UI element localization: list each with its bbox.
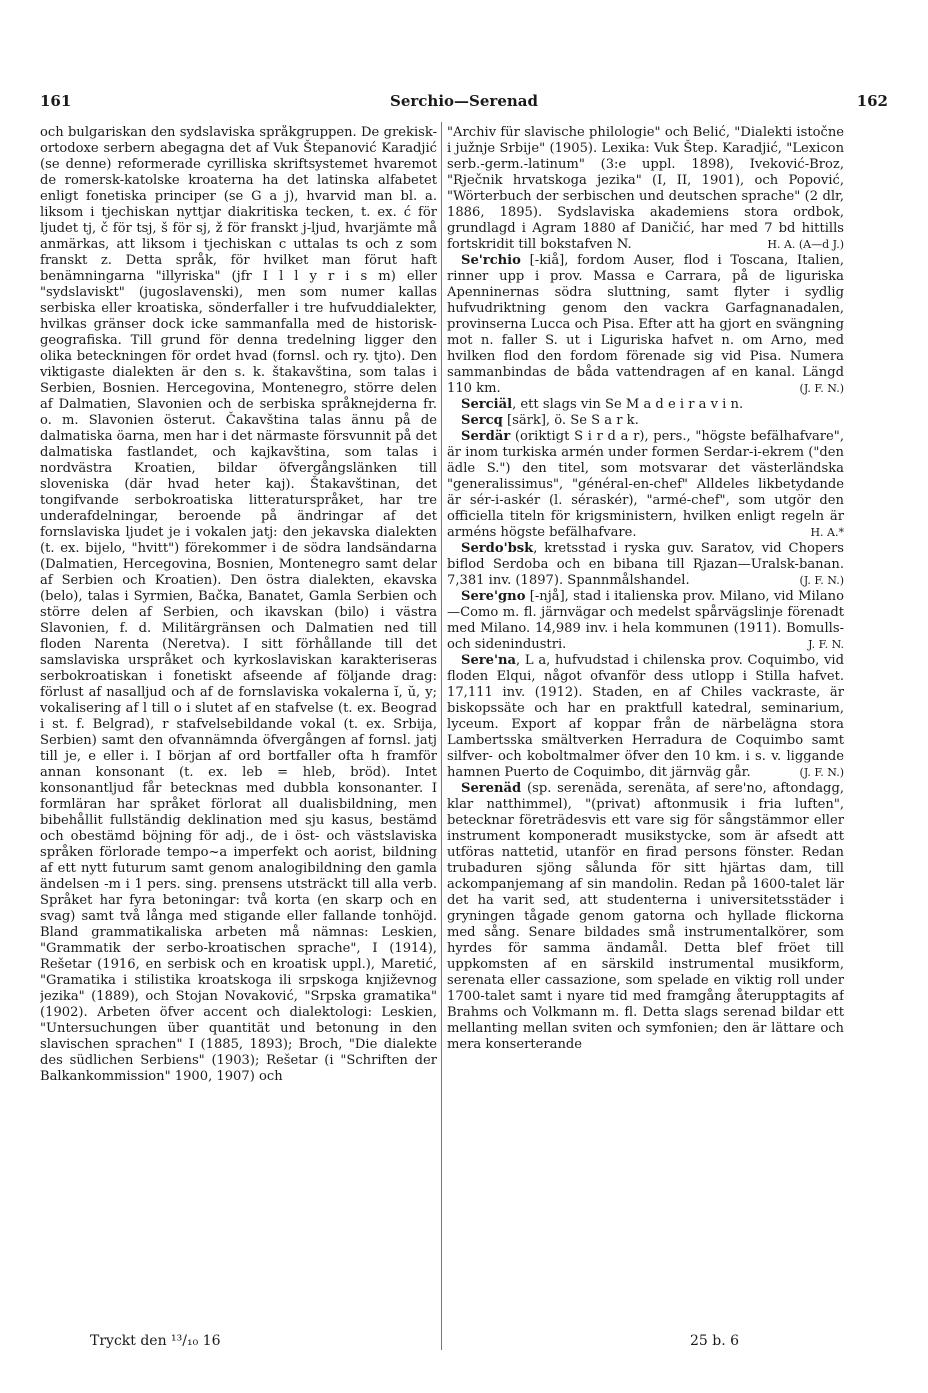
entry-headword: Serdo'bsk xyxy=(461,541,534,556)
sheet-signature: 25 b. 6 xyxy=(690,1333,740,1349)
entry-signature: J. F. N. xyxy=(808,638,844,651)
entry-headword: Se'rchio xyxy=(461,253,521,268)
entry-headword: Sercq xyxy=(461,413,503,428)
entry-text: (sp. serenäda, serenäta, af sere'no, aftondagg, klar natthimmel), "(privat) aftonmusik i fria luften", betecknar företrädesvis ett vare sig för sångstämmor eller instrument komponeradt musikstycke, som är afsedt att utföras nattetid, utanför en firad persons fönster. Redan trubaduren sjöng sålunda för sitt hjärtas dam, till ackompanjemang af sin mandolin. Redan på 1600-talet lär det ha varit sed, att studenterna i universitetsstäder i gryningen tågade genom gatorna och hyllade flickorna med sång. Senare bildades små instrumentalkörer, som hyrdes för samma ändamål. Detta blef fröet till uppkomsten af en särskild instrumental musikform, serenata eller cassazione, som spelade en viktig roll under 1700-talet samt i nyare tid med framgång återupptagits af Brahms och Volkmann m. fl. Detta slags serenad bildar ett mellanting mellan sviten och symfonien; den är lättare och mera konserterande xyxy=(447,781,844,1052)
entry-signature: (J. F. N.) xyxy=(799,574,844,587)
entry-text: , kretsstad i ryska guv. Saratov, vid Chopers biflod Serdoba och en bibana till Rjazan—Uralsk-banan. 7,381 inv. (1897). Spannmålshandel. xyxy=(447,541,844,588)
entry-text: [särk], ö. Se S a r k. xyxy=(507,413,639,428)
entry-headword: Sere'na xyxy=(461,653,517,668)
intro-text: "Archiv für slavische philologie" och Belić, "Dialekti istočne i južnje Srbije" (1905). Lexika: Vuk Štep. Karadjić, "Lexicon serb.-germ.-latinum" (3:e uppl. 1898), Iveković-Broz, "Rječnik hrvatskoga jezika" (I, II, 1901), och Popović, "Wörterbuch der serbischen und deutschen sprache" (2 dlr, 1886, 1895). Sydslaviska akademiens stora ordbok, grundlagd i Agram 1880 af Daničić, har med 7 bd hittills fortskridit till bokstafven N. xyxy=(447,125,844,252)
entry-headword: Sere'gno xyxy=(461,589,526,604)
entry-serchio xyxy=(447,253,844,397)
entry-headword: Serciäl xyxy=(461,397,513,412)
left-column xyxy=(40,125,437,1345)
entry-text: , L a, hufvudstad i chilenska prov. Coquimbo, vid floden Elqui, något ofvanför dess utlopp i Stilla hafvet. 17,111 inv. (1912). Staden, en af Chiles vackraste, är biskopssäte och har en praktfull katedral, seminarium, lyceum. Export af koppar från de närbelägna stora Lambertsska smältverken Herradura de Coquimbo samt silfver- och koboltmalmer öfver den 10 km. i s. v. liggande hamnen Puerto de Coquimbo, dit järnväg går. xyxy=(447,653,844,780)
print-date: Tryckt den ¹³/₁₀ 16 xyxy=(90,1333,221,1349)
entry-signature: (J. F. N.) xyxy=(799,766,844,779)
page-title: Serchio—Serenad xyxy=(390,92,538,110)
entry-sercq xyxy=(447,413,844,429)
entry-text: (oriktigt S i r d a r), pers., "högste befälhafvare", är inom turkiska armén under formen Serdar-i-ekrem ("den ädle S.") den titel, som motsvarar det västerländska "generalissimus", "général-en-chef" Alldeles likbetydande är sér-i-askér (l. séraskér), "armé-chef", som utgör den officiella titeln för krigsministern, hvilken enligt regeln är arméns högste befälhafvare. xyxy=(447,429,844,540)
entry-signature: (J. F. N.) xyxy=(799,382,844,395)
entry-signature: H. A.* xyxy=(810,526,844,539)
intro-signature: H. A. (A—d J.) xyxy=(767,238,844,251)
entry-seregno xyxy=(447,589,844,653)
entry-text: [-kiå], fordom Auser, flod i Toscana, Italien, rinner upp i prov. Massa e Carrara, på de liguriska Apenninernas södra sluttning, samt flyter i sydlig hufvudriktning genom den vackra Garfagnanadalen, provinserna Lucca och Pisa. Efter att ha gjort en svängning mot n. faller S. ut i Liguriska hafvet n. om Arno, med hvilken flod den fordom förenade sig vid Pisa. Numera sammanbindas de båda vattendragen af en kanal. Längd 110 km. xyxy=(447,253,844,396)
entry-serdar xyxy=(447,429,844,541)
page-number-left: 161 xyxy=(40,92,72,110)
entry-sercial xyxy=(447,397,844,413)
left-column-text: och bulgariskan den sydslaviska språkgruppen. De grekisk-ortodoxe serbern abegagna det af Vuk Štepanović Karadjić (se denne) reformerade cyrilliska skriftsystemet hvaremot de romersk-katolske kroaterna ha det latinska alfabetet enligt fonetiska principer (se G a j), hvarvid man bl. a. liksom i tjechiskan nyttjar diakritiska tecken, t. ex. ć för ljudet tj, č för tsj, š för sj, ž för franskt j-ljud, hvarjämte må anmärkas, att liksom i tjechiskan c uttalas ts och z som franskt z. Detta språk, för hvilket man förut haft benämningarna "illyriska" (jfr I l l y r i s m) eller "sydslaviskt" (jugoslavenski), men som numer kallas serbiska eller kroatiska, sönderfaller i tre hufvuddialekter, hvilkas gränser dock icke sammanfalla med de historisk-geografiska. Till grund för denna tredelning ligger den olika beteckningen för ordet hvad (fornsl. och ry. tjto). Den viktigaste dialekten är den s. k. štakavština, som talas i Serbien, Bosnien. Hercegovina, Montenegro, större delen af Dalmatien, Slavonien och de serbiska språknejderna fr. o. m. Slavonien österut. Čakavština talas ännu på de dalmatiska öarna, men har i det närmaste försvunnit på det dalmatiska fastlandet, och kajkavština, som talas i nordvästra Kroatien, bildar öfvergångslänken till sloveniska (där hvad heter kaj). Štakavštinan, det tongifvande serbokroatiska litteraturspråket, har tre underafdelningar, beroende på ändringar af det fornslaviska ljudet je i vokalen jatj: den jekavska dialekten (t. ex. bijelo, "hvitt") förekommer i de södra landsändarna (Dalmatien, Hercegovina, Bosnien, Montenegro samt delar af Serbien och Kroatien). Den östra dialekten, ekavska (belo), talas i Syrmien, Bačka, Banatet, Gamla Serbien och större delen af Serbien, och ikavskan (bilo) i västra Slavonien, f. d. Militärgränsen och Dalmatien ned till floden Narenta (Neretva). I sitt förhållande till det samslaviska urspråket och kyrkoslaviskan karakteriseras serbokroatiskan i fonetiskt afseende af följande drag: förlust af nasalljud och af de fornslaviska vokalerna ĭ, ŭ, y; vokalisering af l till o i slutet af en stafvelse (t. ex. Beograd i st. f. Belgrad), r stafvelsebildande vokal (t. ex. Srbija, Serbien) samt den ofvannämnda öfvergången af fornsl. jatj till je, e eller i. I början af ord bortfaller ofta h framför annan konsonant (t. ex. leb = hleb, bröd). Intet konsonantljud får betecknas med dubbla konsonanter. I formläran har språket förlorat all dualisbildning, men bibehållit fullständig deklination med sju kasus, bestämd och obestämd böjning för adj., de i öst- och västslaviska språken förlorade tempo~a imperfekt och aorist, bildning af ett nytt futurum samt genom analogibildning den gamla ändelsen -m i 1 pers. sing. prensens utsträckt till alla verb. Språket har fyra betoningar: två korta (en skarp och en svag) samt två långa med stigande eller fallande tonhöjd. Bland grammatikaliska arbeten må nämnas: Leskien, "Grammatik der serbo-kroatischen sprache", I (1914), Rešetar (1916, en serbisk och en kroatisk uppl.), Maretić, "Gramatika i stilistika kroatskoga ili srpskoga književnog jezika" (1889), och Stojan Novaković, "Srpska gramatika" (1902). Arbeten öfver accent och dialektologi: Leskien, "Untersuchungen über quantität und betonung in den slavischen sprachen" I (1885, 1893); Broch, "Die dialekte des südlichen Serbiens" (1903); Rešetar (i "Schriften der Balkankommission" 1900, 1907) och xyxy=(40,125,437,1084)
intro-paragraph xyxy=(447,125,844,253)
entry-text: , ett slags vin Se M a d e i r a v i n. xyxy=(512,397,744,412)
column-divider xyxy=(441,122,442,1350)
right-column xyxy=(447,125,844,1345)
entry-headword: Serenäd xyxy=(461,781,522,796)
entry-serena xyxy=(447,653,844,781)
entry-serdobsk xyxy=(447,541,844,589)
entry-headword: Serdär xyxy=(461,429,511,444)
entry-serenad xyxy=(447,781,844,1053)
page-header xyxy=(40,92,888,116)
page-number-right: 162 xyxy=(856,92,888,110)
entry-text: [-njå], stad i italienska prov. Milano, vid Milano—Como m. fl. järnvägar och medelst spårvägslinje förenadt med Milano. 14,989 inv. i hela kommunen (1911). Bomulls- och sidenindustri. xyxy=(447,589,844,652)
